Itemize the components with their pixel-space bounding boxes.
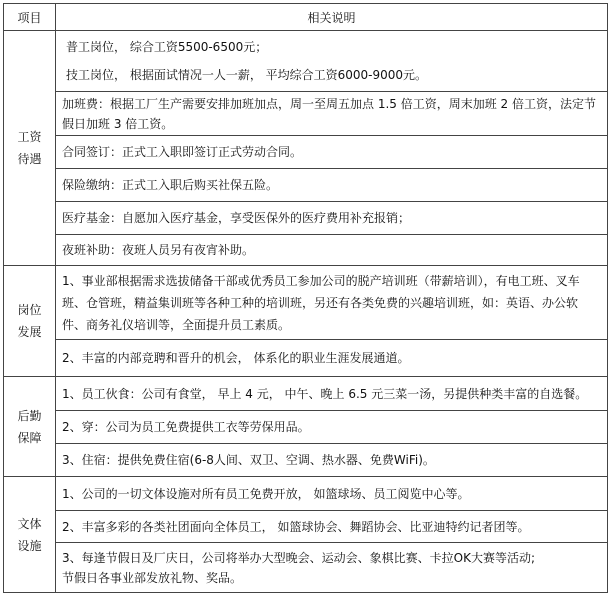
category-line: 设施	[17, 538, 42, 553]
category-line: 发展	[17, 325, 42, 339]
desc-cell	[56, 340, 608, 377]
table-row	[4, 92, 608, 136]
table-row	[4, 511, 608, 543]
table-row	[4, 136, 608, 169]
desc-cell	[56, 136, 608, 169]
table-row	[4, 444, 608, 477]
header-description: 相关说明	[56, 4, 608, 31]
desc-cell	[56, 511, 608, 543]
desc-cell	[56, 543, 608, 593]
table-row	[4, 543, 608, 593]
desc-cell	[56, 235, 608, 266]
desc-line: 2、丰富多彩的各类社团面向全体员工， 如篮球协会、舞蹈协会、比亚迪特约记者团等。	[62, 519, 530, 534]
desc-line: 节假日各事业部发放礼物、奖品。	[62, 570, 243, 585]
desc-line: 1、事业部根据需求选拔储备干部或优秀员工参加公司的脱产培训班（带薪培训），有电工班、叉车班、仓管班，精益集训班等各种工种的培训班，另还有各类免费的兴趣培训班，如：英语、办公软件、商务礼仪培训等，全面提升员工素质。	[62, 273, 580, 332]
table-row	[4, 411, 608, 444]
desc-cell	[56, 92, 608, 136]
table-row	[4, 340, 608, 377]
desc-line: 合同签订：正式工入职即签订正式劳动合同。	[62, 145, 303, 159]
desc-cell	[56, 266, 608, 340]
category-logistics	[4, 377, 56, 477]
desc-line: 3、每逢节假日及厂庆日，公司将举办大型晚会、运动会、象棋比赛、卡拉OK大赛等活动;	[62, 550, 535, 565]
category-career	[4, 266, 56, 377]
desc-cell	[56, 202, 608, 235]
table-row	[4, 266, 608, 340]
desc-line: 1、公司的一切文体设施对所有员工免费开放， 如篮球场、员工阅览中心等。	[62, 486, 470, 501]
desc-line: 保险缴纳：正式工入职后购买社保五险。	[62, 178, 279, 192]
desc-line: 普工岗位， 综合工资5500-6500元；	[66, 40, 268, 54]
category-salary	[4, 31, 56, 266]
desc-line: 医疗基金：自愿加入医疗基金，享受医保外的医疗费用补充报销；	[62, 211, 411, 225]
table-row	[4, 377, 608, 411]
desc-line: 技工岗位， 根据面试情况一人一薪， 平均综合工资6000-9000元。	[66, 68, 428, 82]
desc-cell	[56, 411, 608, 444]
desc-cell	[56, 169, 608, 202]
desc-line: 3、住宿：提供免费住宿(6-8人间、双卫、空调、热水器、免费WiFi)。	[62, 453, 435, 467]
table-row	[4, 169, 608, 202]
desc-cell	[56, 377, 608, 411]
benefits-table	[3, 3, 608, 593]
desc-line: 1、员工伙食：公司有食堂， 早上 4 元， 中午、晚上 6.5 元三菜一汤，另提供种类丰富的自选餐。	[62, 386, 588, 401]
header-item: 项目	[4, 4, 56, 31]
category-recreation	[4, 477, 56, 593]
category-line: 文体	[17, 516, 42, 531]
desc-cell	[56, 477, 608, 511]
table-row	[4, 477, 608, 511]
desc-cell	[56, 444, 608, 477]
category-line: 待遇	[17, 152, 42, 166]
category-line: 保障	[17, 430, 42, 445]
desc-line: 2、穿：公司为员工免费提供工衣等劳保用品。	[62, 420, 310, 434]
table-header-row	[4, 4, 608, 31]
desc-line: 加班费：根据工厂生产需要安排加班加点，周一至周五加点 1.5 倍工资，周末加班 2 倍工资，法定节假日加班 3 倍工资。	[62, 96, 596, 131]
desc-line: 夜班补助：夜班人员另有夜宵补助。	[62, 243, 255, 257]
table-row	[4, 235, 608, 266]
category-line: 后勤	[17, 408, 42, 423]
category-line: 岗位	[17, 303, 42, 317]
table-row	[4, 202, 608, 235]
category-line: 工资	[17, 130, 42, 144]
desc-line: 2、丰富的内部竞聘和晋升的机会， 体系化的职业生涯发展通道。	[62, 351, 410, 365]
desc-cell	[56, 31, 608, 92]
table-row	[4, 31, 608, 92]
